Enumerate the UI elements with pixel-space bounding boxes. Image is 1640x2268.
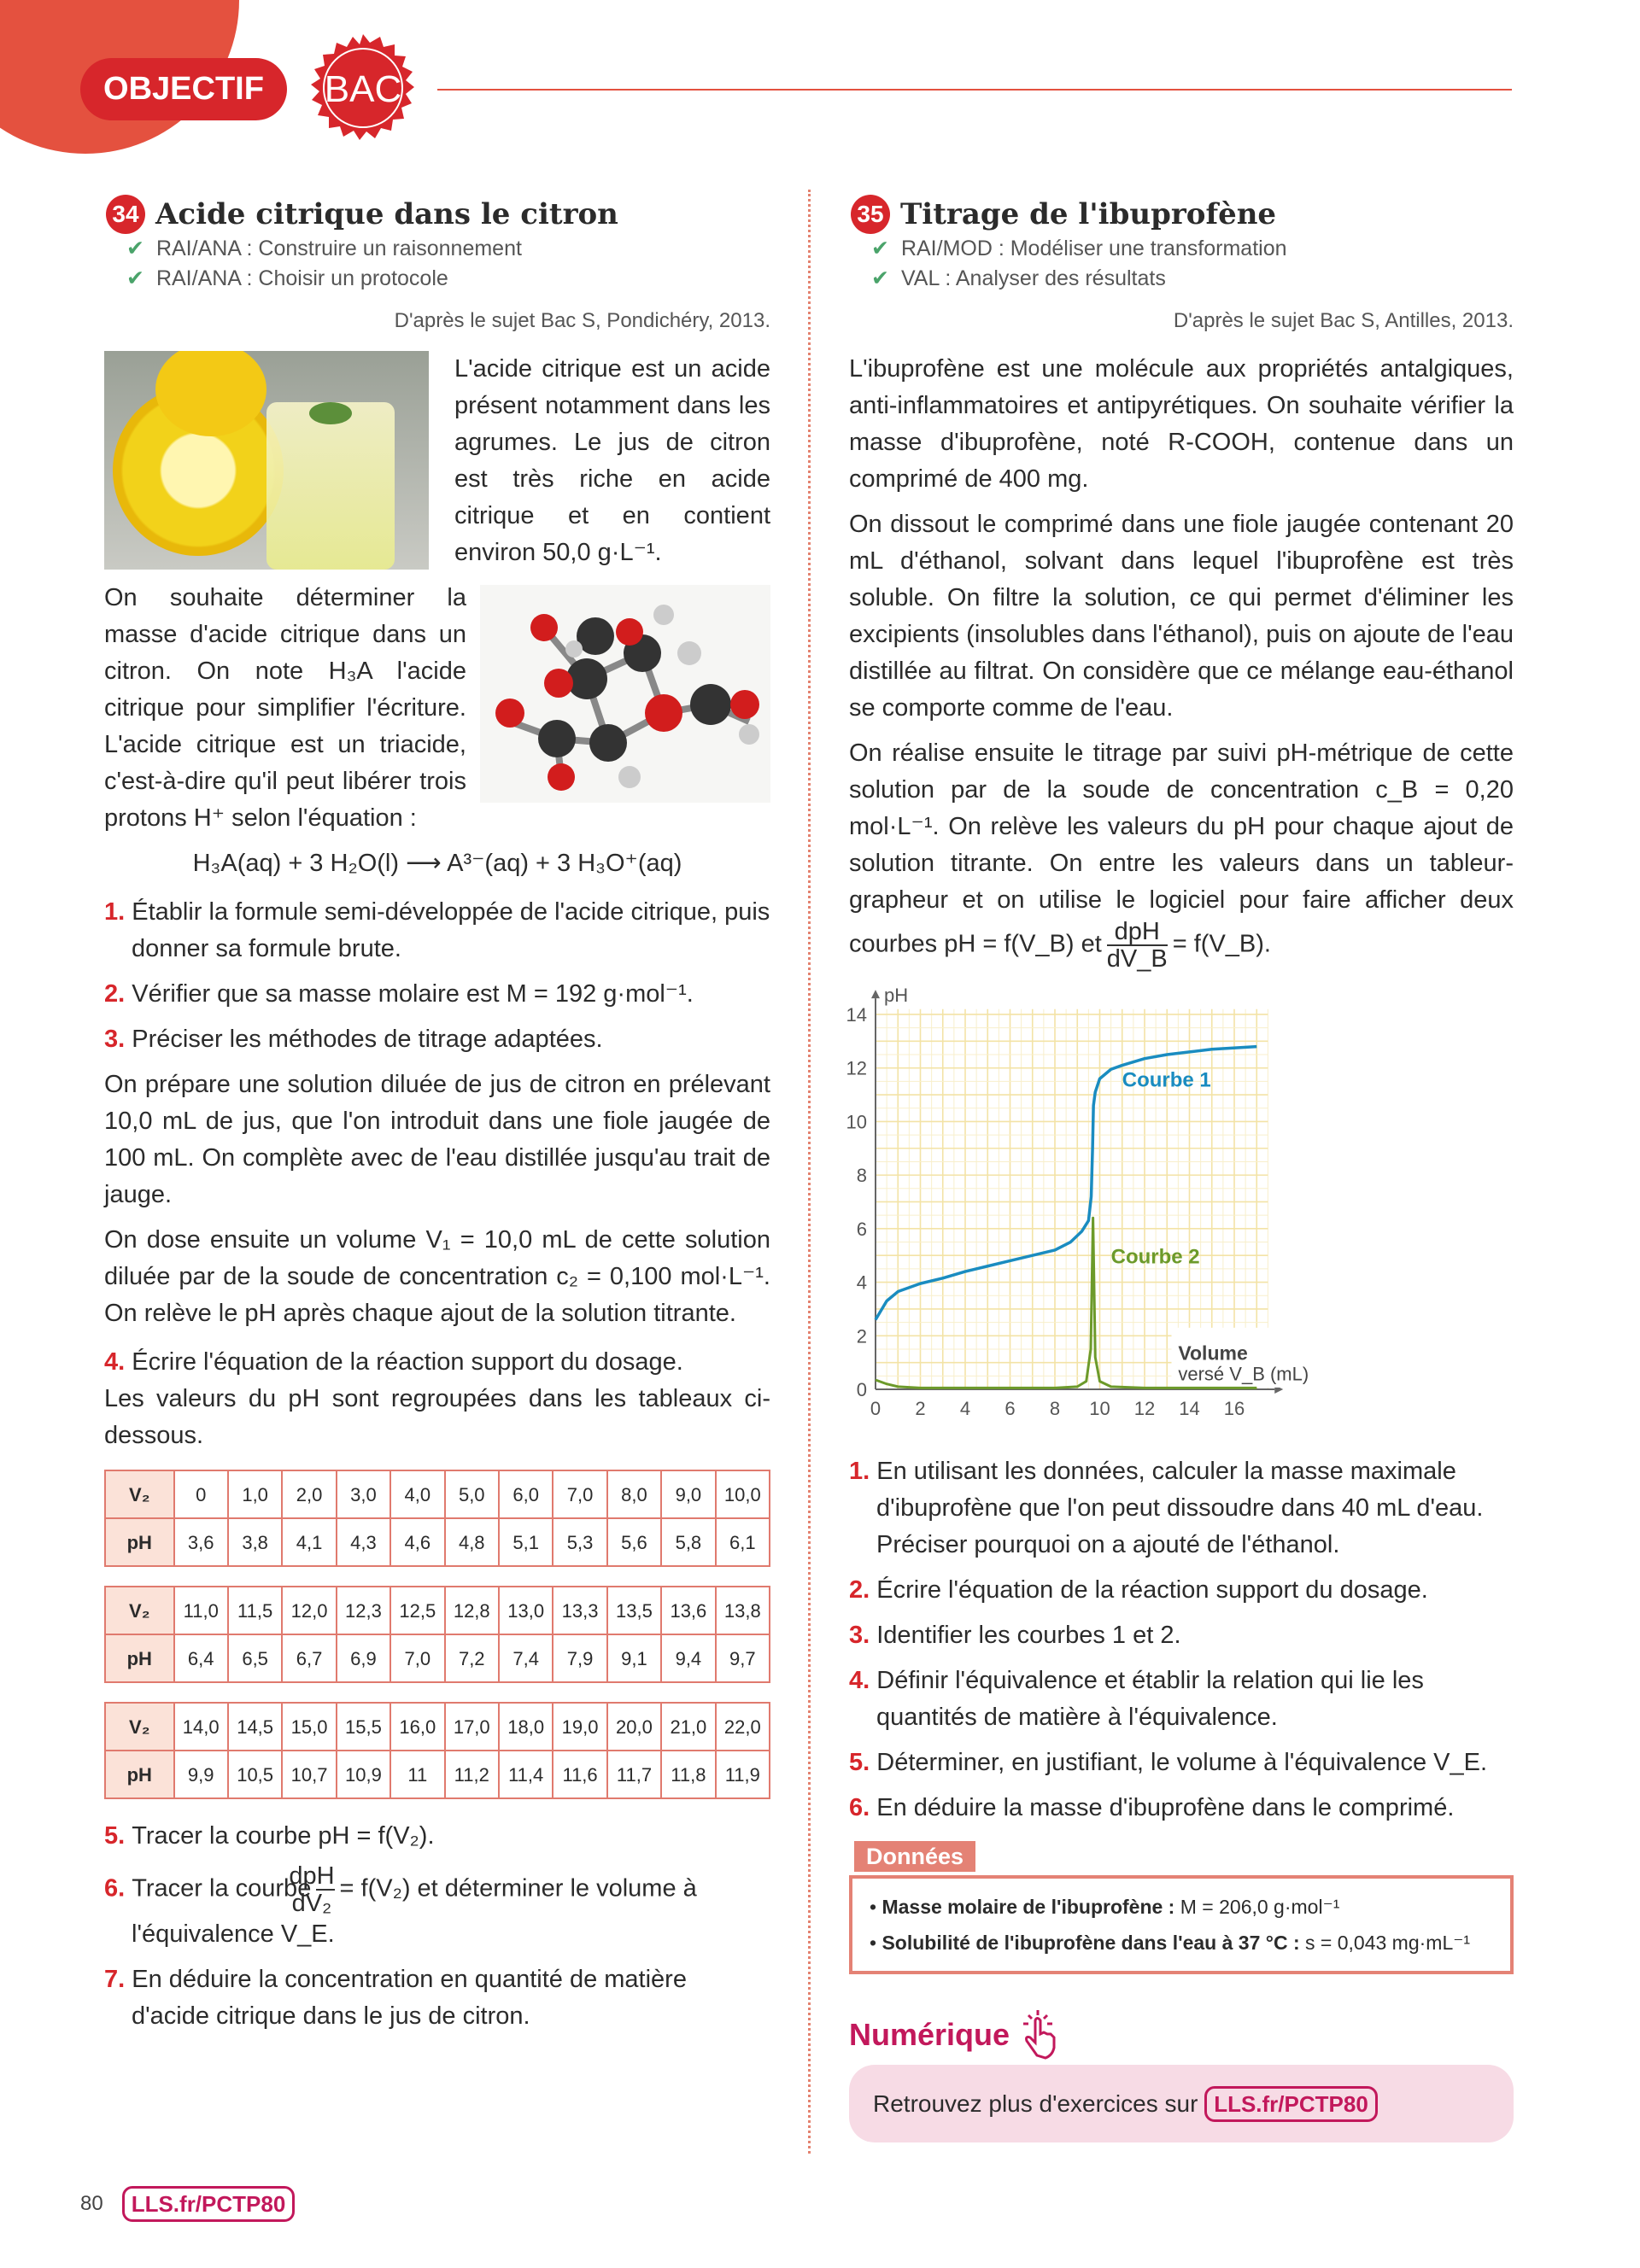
source-note: D'après le sujet Bac S, Pondichéry, 2013.	[394, 309, 770, 332]
table-cell: 5,0	[445, 1470, 499, 1518]
table-cell: 11	[390, 1751, 444, 1798]
question-text: Écrire l'équation de la réaction support du dosage.	[132, 1348, 683, 1376]
x-axis-label: Volume	[1178, 1342, 1248, 1365]
row-header: pH	[105, 1518, 174, 1566]
derivative-fraction	[289, 1862, 335, 1917]
bac-seal-text: BAC	[324, 68, 402, 110]
table-cell: 1,0	[228, 1470, 282, 1518]
fraction-denominator: dV₂	[291, 1890, 332, 1917]
x-tick-label: 0	[870, 1398, 882, 1419]
page-number: 80	[80, 2192, 103, 2215]
table-cell: 3,6	[174, 1518, 228, 1566]
table-row	[105, 1703, 770, 1751]
competence-item	[871, 264, 1514, 294]
table-cell: 7,9	[553, 1634, 606, 1682]
table-cell: 3,8	[228, 1518, 282, 1566]
donnee-item: • Masse molaire de l'ibuprofène : M = 206,0 g·mol⁻¹	[870, 1896, 1340, 1918]
question-text: Établir la formule semi-développée de l'acide citrique, puis donner sa formule brute.	[132, 898, 770, 962]
y-tick-label: 14	[846, 1003, 867, 1026]
reaction-equation: H₃A(aq) + 3 H₂O(l) ⟶ A³⁻(aq) + 3 H₃O⁺(aq)	[192, 850, 682, 877]
column-divider	[808, 190, 811, 2154]
paragraph: L'ibuprofène est une molécule aux propriétés antalgiques, anti-inflammatoires et antipyrétiques. On souhaite vérifier la masse d'ibuprofène, noté R-COOH, contenue dans un comprimé de 400 mg.	[849, 355, 1514, 493]
table-cell: 14,0	[174, 1703, 228, 1751]
table-cell: 16,0	[390, 1703, 444, 1751]
titration-chart	[846, 984, 1512, 1436]
table-cell: 4,1	[282, 1518, 336, 1566]
table-cell: 11,9	[716, 1751, 770, 1798]
table-row	[105, 1751, 770, 1798]
table-cell: 10,0	[716, 1470, 770, 1518]
table-cell: 18,0	[499, 1703, 553, 1751]
paragraph: On dose ensuite un volume V₁ = 10,0 mL de cette solution diluée par de la soude de concentration c₂ = 0,100 mol·L⁻¹. On relève le pH après chaque ajout de la solution titrante.	[104, 1226, 770, 1327]
table-cell: 11,6	[553, 1751, 606, 1798]
question-1: 1. En utilisant les données, calculer la masse maximale d'ibuprofène que l'on peut dissoudre dans 40 mL d'eau. Préciser pourquoi on a ajouté de l'éthanol.	[849, 1458, 1484, 1558]
table-cell: 10,9	[337, 1751, 390, 1798]
donnees-title: Données	[854, 1841, 975, 1872]
paragraph-text: = f(V_B).	[1172, 930, 1271, 958]
question-text: Déterminer, en justifiant, le volume à l'équivalence V_E.	[876, 1749, 1488, 1776]
donnee-label: Solubilité de l'ibuprofène dans l'eau à 37 °C :	[882, 1932, 1300, 1954]
question-2: 2. Écrire l'équation de la réaction support du dosage.	[849, 1576, 1428, 1604]
exercise-title-text: Titrage de l'ibuprofène	[900, 197, 1277, 231]
table-cell: 21,0	[661, 1703, 715, 1751]
table-cell: 13,8	[716, 1587, 770, 1634]
table-cell: 6,7	[282, 1634, 336, 1682]
question-text: Écrire l'équation de la réaction support du dosage.	[876, 1576, 1428, 1604]
table-cell: 11,5	[228, 1587, 282, 1634]
exercise-34-title	[106, 195, 770, 234]
table-cell: 15,5	[337, 1703, 390, 1751]
table-cell: 3,0	[337, 1470, 390, 1518]
question-4: 4. Définir l'équivalence et établir la relation qui lie les quantités de matière à l'équivalence.	[849, 1667, 1424, 1731]
question-5: 5. Tracer la courbe pH = f(V₂).	[104, 1822, 435, 1850]
competence-label: RAI/ANA : Construire un raisonnement	[155, 237, 522, 260]
table-cell: 7,4	[499, 1634, 553, 1682]
fraction-numerator: dpH	[289, 1862, 335, 1890]
table-cell: 8,0	[607, 1470, 661, 1518]
lemon-photo	[104, 351, 429, 570]
row-header: V₂	[105, 1470, 174, 1518]
table-cell: 9,4	[661, 1634, 715, 1682]
series-label: Courbe 2	[1110, 1245, 1200, 1269]
question-text: Vérifier que sa masse molaire est M = 192 g·mol⁻¹.	[132, 980, 694, 1008]
paragraph: Les valeurs du pH sont regroupées dans les tableaux ci-dessous.	[104, 1385, 770, 1449]
donnee-label: Masse molaire de l'ibuprofène :	[882, 1896, 1175, 1918]
exercise-35-title	[851, 195, 1514, 234]
table-cell: 12,3	[337, 1587, 390, 1634]
table-row	[105, 1470, 770, 1518]
competence-label: RAI/ANA : Choisir un protocole	[155, 266, 448, 290]
paragraph: On prépare une solution diluée de jus de citron en prélevant 10,0 mL de jus, que l'on introduit dans une fiole jaugée de 100 mL. On complète avec de l'eau distillée jusqu'au trait de jauge.	[104, 1071, 770, 1208]
competence-label: VAL : Analyser des résultats	[900, 266, 1166, 290]
competence-label: RAI/MOD : Modéliser une transformation	[900, 237, 1287, 260]
table-cell: 20,0	[607, 1703, 661, 1751]
donnee-value: M = 206,0 g·mol⁻¹	[1180, 1896, 1340, 1918]
table-cell: 14,5	[228, 1703, 282, 1751]
question-4: 4. Écrire l'équation de la réaction support du dosage.	[104, 1348, 683, 1376]
source-note: D'après le sujet Bac S, Antilles, 2013.	[1173, 309, 1514, 332]
y-axis-label: pH	[884, 985, 909, 1007]
table-cell: 11,0	[174, 1587, 228, 1634]
y-tick-label: 12	[846, 1057, 867, 1079]
numerique-title: Numérique	[849, 2016, 1010, 2052]
row-header: pH	[105, 1751, 174, 1798]
derivative-fraction	[1107, 919, 1168, 972]
table-cell: 15,0	[282, 1703, 336, 1751]
question-6: 6. En déduire la masse d'ibuprofène dans le comprimé.	[849, 1794, 1455, 1821]
series-label: Courbe 1	[1122, 1068, 1211, 1092]
ph-table	[104, 1586, 770, 1683]
x-axis-label: versé V_B (mL)	[1178, 1363, 1309, 1385]
x-tick-label: 16	[1223, 1398, 1245, 1419]
table-cell: 4,8	[445, 1518, 499, 1566]
table-cell: 6,9	[337, 1634, 390, 1682]
table-cell: 5,3	[553, 1518, 606, 1566]
questions-35	[849, 1453, 1514, 1827]
question-text: Préciser les méthodes de titrage adaptées.	[132, 1026, 603, 1053]
exercise-title-text: Acide citrique dans le citron	[155, 197, 618, 231]
objectif-badge: OBJECTIF	[80, 58, 287, 120]
table-cell: 10,5	[228, 1751, 282, 1798]
table-cell: 13,3	[553, 1587, 606, 1634]
x-tick-label: 10	[1089, 1398, 1110, 1419]
table-cell: 11,4	[499, 1751, 553, 1798]
numerique-heading	[849, 2008, 1514, 2060]
y-tick-label: 6	[856, 1218, 867, 1240]
question-2: 2. Vérifier que sa masse molaire est M = 192 g·mol⁻¹.	[104, 980, 694, 1008]
table-cell: 13,6	[661, 1587, 715, 1634]
header-rule	[437, 89, 1512, 91]
y-tick-label: 4	[856, 1271, 867, 1294]
table-row	[105, 1587, 770, 1634]
table-cell: 5,8	[661, 1518, 715, 1566]
y-tick-label: 0	[856, 1379, 867, 1400]
table-cell: 6,0	[499, 1470, 553, 1518]
table-cell: 5,6	[607, 1518, 661, 1566]
question-5: 5. Déterminer, en justifiant, le volume à l'équivalence V_E.	[849, 1749, 1488, 1776]
table-cell: 12,5	[390, 1587, 444, 1634]
row-header: pH	[105, 1634, 174, 1682]
bac-seal	[308, 34, 419, 145]
paragraph-text: On réalise ensuite le titrage par suivi pH-métrique de cette solution par de la soude de concentration c_B = 0,20 mol·L⁻¹. On relève les valeurs du pH pour chaque ajout de solution titrante. On entre les valeurs dans un tableur-grapheur et on utilise le logiciel pour faire afficher deux courbes pH = f(V_B) et	[849, 739, 1514, 958]
question-text: Tracer la courbe pH = f(V₂).	[132, 1822, 435, 1850]
question-3: 3. Identifier les courbes 1 et 2.	[849, 1622, 1181, 1649]
question-6: 6. Tracer la courbe $\frac{\text{dpH}}{\text{dV₂}}$ = f(V₂) et déterminer le volume à l'équivalence V_E.	[104, 1862, 697, 1948]
check-icon: ✔	[871, 237, 889, 260]
intro-paragraph: L'acide citrique est un acide présent notamment dans les agrumes. Le jus de citron est très riche en acide citrique et en contient environ 50,0 g·L⁻¹.	[454, 355, 770, 566]
table-cell: 7,0	[390, 1634, 444, 1682]
table-cell: 19,0	[553, 1703, 606, 1751]
numerique-link[interactable]: LLS.fr/PCTP80	[1204, 2086, 1378, 2122]
question-text: Identifier les courbes 1 et 2.	[876, 1622, 1181, 1649]
check-icon: ✔	[126, 237, 144, 260]
x-tick-label: 14	[1179, 1398, 1200, 1419]
question-1: 1. Établir la formule semi-développée de l'acide citrique, puis donner sa formule brute.	[104, 898, 770, 962]
table-cell: 4,0	[390, 1470, 444, 1518]
table-cell: 11,7	[607, 1751, 661, 1798]
donnee-value: s = 0,043 mg·mL⁻¹	[1305, 1932, 1471, 1954]
x-tick-label: 2	[915, 1398, 926, 1419]
competence-item	[126, 264, 770, 294]
x-tick-label: 6	[1004, 1398, 1016, 1419]
question-text: En déduire la concentration en quantité de matière d'acide citrique dans le jus de citron.	[132, 1966, 687, 2030]
ph-table	[104, 1470, 770, 1567]
numerique-box	[849, 2065, 1514, 2142]
table-cell: 12,8	[445, 1587, 499, 1634]
exercise-35	[846, 195, 1514, 2142]
citric-acid-molecule	[480, 585, 770, 803]
page-footer	[80, 2186, 295, 2222]
pointing-hand-icon	[1018, 2008, 1069, 2060]
table-cell: 5,1	[499, 1518, 553, 1566]
donnee-item: • Solubilité de l'ibuprofène dans l'eau à 37 °C : s = 0,043 mg·mL⁻¹	[870, 1932, 1471, 1954]
table-cell: 17,0	[445, 1703, 499, 1751]
table-cell: 9,1	[607, 1634, 661, 1682]
table-cell: 10,7	[282, 1751, 336, 1798]
donnees-section	[849, 1838, 1514, 1974]
question-7: 7. En déduire la concentration en quantité de matière d'acide citrique dans le jus de citron.	[104, 1966, 687, 2030]
table-cell: 13,5	[607, 1587, 661, 1634]
competence-item	[126, 234, 770, 264]
fraction-numerator: dpH	[1107, 919, 1168, 946]
donnees-box	[849, 1875, 1514, 1974]
numerique-text: Retrouvez plus d'exercices sur	[873, 2090, 1198, 2117]
question-text: En déduire la masse d'ibuprofène dans le comprimé.	[876, 1794, 1455, 1821]
row-header: V₂	[105, 1587, 174, 1634]
question-3: 3. Préciser les méthodes de titrage adaptées.	[104, 1026, 603, 1053]
table-cell: 6,1	[716, 1518, 770, 1566]
exercise-number: 35	[851, 195, 890, 234]
question-text: En utilisant les données, calculer la masse maximale d'ibuprofène que l'on peut dissoudre dans 40 mL d'eau. Préciser pourquoi on a ajouté de l'éthanol.	[876, 1458, 1484, 1558]
table-cell: 2,0	[282, 1470, 336, 1518]
competence-item	[871, 234, 1514, 264]
footer-link[interactable]: LLS.fr/PCTP80	[122, 2186, 296, 2222]
x-tick-label: 8	[1049, 1398, 1061, 1419]
table-cell: 6,5	[228, 1634, 282, 1682]
paragraph: On souhaite déterminer la masse d'acide citrique dans un citron. On note H₃A l'acide citrique pour simplifier l'écriture. L'acide citrique est un triacide, c'est-à-dire qu'il peut libérer trois protons H⁺ selon l'équation :	[104, 584, 466, 832]
exercise-number: 34	[106, 195, 145, 234]
table-cell: 6,4	[174, 1634, 228, 1682]
table-cell: 7,2	[445, 1634, 499, 1682]
table-cell: 9,7	[716, 1634, 770, 1682]
y-axis-arrow	[871, 990, 880, 998]
table-row	[105, 1634, 770, 1682]
table-cell: 4,3	[337, 1518, 390, 1566]
table-cell: 9,9	[174, 1751, 228, 1798]
table-cell: 11,8	[661, 1751, 715, 1798]
table-cell: 0	[174, 1470, 228, 1518]
table-cell: 13,0	[499, 1587, 553, 1634]
question-text: Tracer la courbe	[132, 1874, 312, 1903]
ph-tables	[104, 1470, 770, 1799]
table-cell: 7,0	[553, 1470, 606, 1518]
paragraph	[849, 735, 1514, 972]
question-text: = f(V₂) et déterminer le volume à l'équivalence V_E.	[132, 1874, 697, 1948]
x-tick-label: 12	[1133, 1398, 1156, 1419]
fraction-denominator: dV_B	[1106, 945, 1168, 973]
table-cell: 12,0	[282, 1587, 336, 1634]
table-cell: 11,2	[445, 1751, 499, 1798]
table-row	[105, 1518, 770, 1566]
paragraph: On dissout le comprimé dans une fiole jaugée contenant 20 mL d'éthanol, solvant dans lequel l'ibuprofène est très soluble. On filtre la solution, ce qui permet d'éliminer les excipients (insolubles dans l'éthanol), puis on ajoute de l'eau distillée au filtrat. On considère que ce mélange eau-éthanol se comporte comme de l'eau.	[849, 511, 1514, 722]
table-cell: 22,0	[716, 1703, 770, 1751]
question-text: Définir l'équivalence et établir la relation qui lie les quantités de matière à l'équivalence.	[876, 1667, 1424, 1731]
check-icon: ✔	[126, 266, 144, 290]
y-tick-label: 2	[856, 1325, 867, 1347]
check-icon: ✔	[871, 266, 889, 290]
y-tick-label: 10	[846, 1111, 867, 1133]
ph-table	[104, 1702, 770, 1799]
row-header: V₂	[105, 1703, 174, 1751]
x-tick-label: 4	[959, 1398, 971, 1419]
table-cell: 4,6	[390, 1518, 444, 1566]
y-tick-label: 8	[856, 1165, 867, 1187]
exercise-34	[104, 195, 770, 2043]
table-cell: 9,0	[661, 1470, 715, 1518]
